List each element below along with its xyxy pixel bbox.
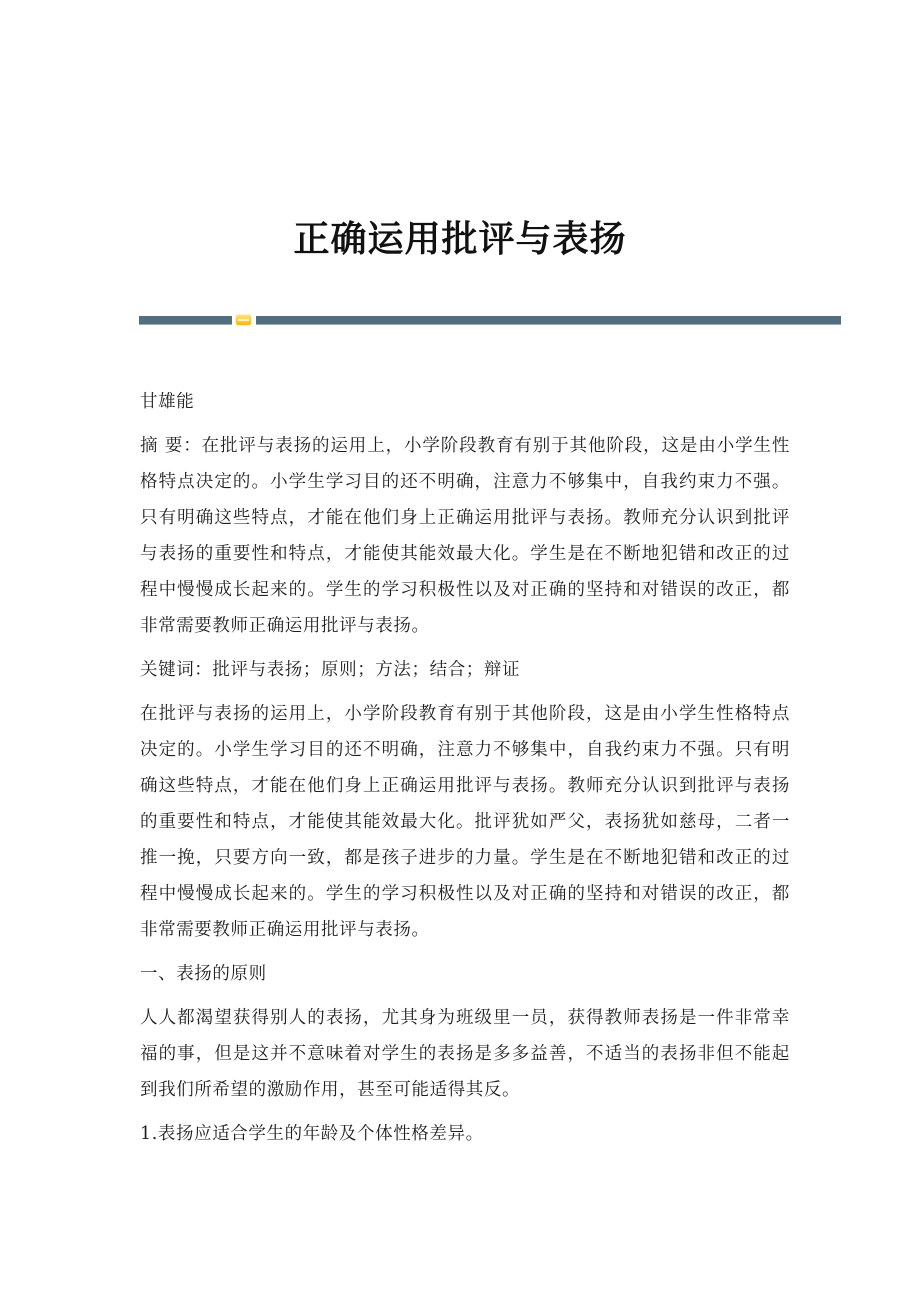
abstract-paragraph: 摘 要：在批评与表扬的运用上，小学阶段教育有别于其他阶段，这是由小学生性格特点决定的。小学生学习目的还不明确，注意力不够集中，自我约束力不强。只有明确这些特点，才能在他们身上正确运用批评与表扬。教师充分认识到批评与表扬的重要性和特点，才能使其能效最大化。学生是在不断地犯错和改正的过程中慢慢成长起来的。学生的学习积极性以及对正确的坚持和对错误的改正，都非常需要教师正确运用批评与表扬。 [140, 436, 790, 636]
keywords-line: 关键词：批评与表扬；原则；方法；结合；辩证 [140, 660, 521, 680]
section-heading: 一、表扬的原则 [140, 964, 267, 984]
document-title: 正确运用批评与表扬 [293, 218, 627, 261]
divider-bar-left [139, 316, 232, 325]
subsection-heading: 1.表扬应适合学生的年龄及个体性格差异。 [140, 1124, 484, 1144]
section-paragraph: 人人都渴望获得别人的表扬，尤其身为班级里一员，获得教师表扬是一件非常幸福的事，但是这并不意味着对学生的表扬是多多益善，不适当的表扬非但不能起到我们所希望的激励作用，甚至可能适得其反。 [140, 1008, 790, 1100]
intro-paragraph: 在批评与表扬的运用上，小学阶段教育有别于其他阶段，这是由小学生性格特点决定的。小学生学习目的还不明确，注意力不够集中，自我约束力不强。只有明确这些特点，才能在他们身上正确运用批评与表扬。教师充分认识到批评与表扬的重要性和特点，才能使其能效最大化。批评犹如严父，表扬犹如慈母，二者一推一挽，只要方向一致，都是孩子进步的力量。学生是在不断地犯错和改正的过程中慢慢成长起来的。学生的学习积极性以及对正确的坚持和对错误的改正，都非常需要教师正确运用批评与表扬。 [140, 704, 790, 940]
document-body [140, 384, 790, 1160]
author-name: 甘雄能 [140, 392, 195, 412]
title-divider [139, 315, 841, 325]
divider-bar-right [256, 316, 841, 325]
divider-emblem-icon [236, 315, 251, 325]
